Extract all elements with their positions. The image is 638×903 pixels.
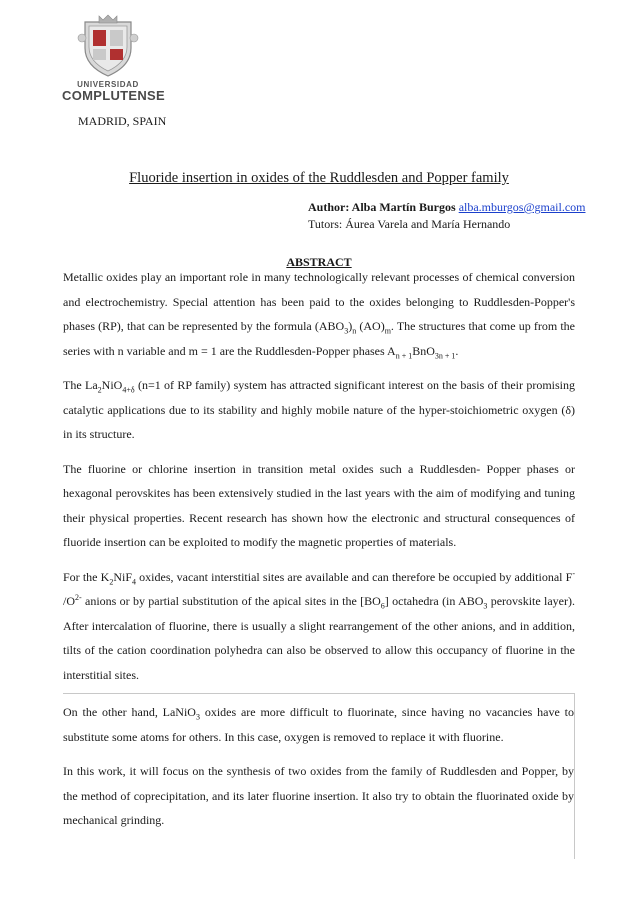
university-logo — [62, 14, 165, 106]
document-title: Fluoride insertion in oxides of the Ruddlesden and Popper family — [129, 170, 509, 186]
author-name: Author: Alba Martín Burgos — [308, 200, 456, 214]
text-run: For the K — [63, 569, 110, 584]
paragraph-la2nio4 — [63, 373, 575, 447]
abstract-heading: ABSTRACT — [286, 255, 352, 269]
text-run: oxides, vacant interstitial sites are available and can therefore be occupied by additional F — [136, 569, 573, 584]
text-run: The La — [63, 378, 98, 392]
author-email-link[interactable]: alba.mburgos@gmail.com — [458, 200, 586, 214]
subscript: 4 — [132, 576, 136, 586]
paragraph-lanio3 — [63, 700, 574, 749]
text-run: On the other hand, LaNiO — [63, 705, 196, 719]
text-run: /O — [63, 594, 75, 608]
text-run: BnO — [412, 343, 435, 358]
paragraph-fluorine-insertion: The fluorine or chlorine insertion in transition metal oxides such a Ruddlesden- Popper phases or hexagonal perovskites has been extensively studied in the last years with the aim of modifying and tuning their physical properties. Recent research has shown how the electronic and structural consequences of fluoride insertion can be exploited to modify the magnetic properties of materials. — [63, 461, 575, 549]
author-line — [308, 200, 586, 215]
text-run: ] octahedra (in ABO — [384, 594, 484, 608]
subscript: 3 — [483, 601, 488, 611]
abstract-body — [63, 265, 575, 859]
logo-line-complutense: COMPLUTENSE — [62, 88, 165, 103]
paragraph-rp-phases — [63, 265, 575, 363]
subscript: 4+δ — [122, 385, 135, 395]
text-run: anions or by partial substitution of the apical sites in the [BO — [81, 594, 381, 608]
location: MADRID, SPAIN — [78, 114, 167, 128]
subscript: m — [384, 326, 391, 336]
superscript: 2- — [75, 593, 82, 602]
subscript: n + 1 — [395, 350, 413, 360]
subscript: 3 — [344, 326, 349, 336]
subscript: 3n + 1 — [434, 350, 456, 360]
subscript: 3 — [195, 712, 200, 722]
subscript: 2 — [109, 576, 114, 586]
paragraph-this-work: In this work, it will focus on the synthesis of two oxides from the family of Ruddlesden and Popper, by the method of coprecipitation, and its later fluorine insertion. It also try to obtain the fluorinated oxide by mechanical grinding. — [63, 764, 574, 827]
subscript: n — [352, 326, 357, 336]
text-run: Metallic oxides play an important role in many technologically relevant processes of chemical conversion and electrochemistry. Special attention has been paid to the oxides belonging to Ruddlesden-Popper's phases (RP), that can be represented by the formula (ABO — [63, 270, 575, 333]
text-run: NiF — [113, 569, 132, 584]
text-run: . — [455, 343, 459, 358]
logo-line-universidad: UNIVERSIDAD — [77, 80, 139, 89]
subscript: 2 — [97, 385, 102, 395]
text-run: (AO) — [356, 319, 385, 333]
text-run: perovskite layer). After intercalation of fluorine, there is usually a slight rearrangement of the other anions, and in addition, tilts of the cation coordination polyhedra can also be observed to allow this occupancy of fluorine in the interstitial sites. — [63, 594, 575, 682]
tutors-line: Tutors: Áurea Varela and María Hernando — [308, 217, 511, 231]
paragraph-k2nif4 — [63, 565, 575, 688]
subscript: 6 — [380, 601, 385, 611]
text-run: oxides are more difficult to fluorinate, since having no vacancies have to substitute some atoms for others. In this case, oxygen is removed to replace it with fluorine. — [63, 705, 574, 744]
text-run: . The structures that come up from the series with n variable and m = 1 are the Ruddlesden-Popper phases A — [63, 319, 575, 358]
text-run: ) — [348, 319, 353, 333]
highlighted-section — [63, 693, 575, 859]
text-run: (n=1 of RP family) system has attracted significant interest on the basis of their promising catalytic applications due to its stability and highly mobile nature of the hyper-stoichiometric oxygen (δ) in its structure. — [63, 378, 575, 441]
superscript: - — [572, 568, 575, 578]
text-run: NiO — [101, 378, 123, 392]
university-crest-icon — [77, 14, 139, 78]
